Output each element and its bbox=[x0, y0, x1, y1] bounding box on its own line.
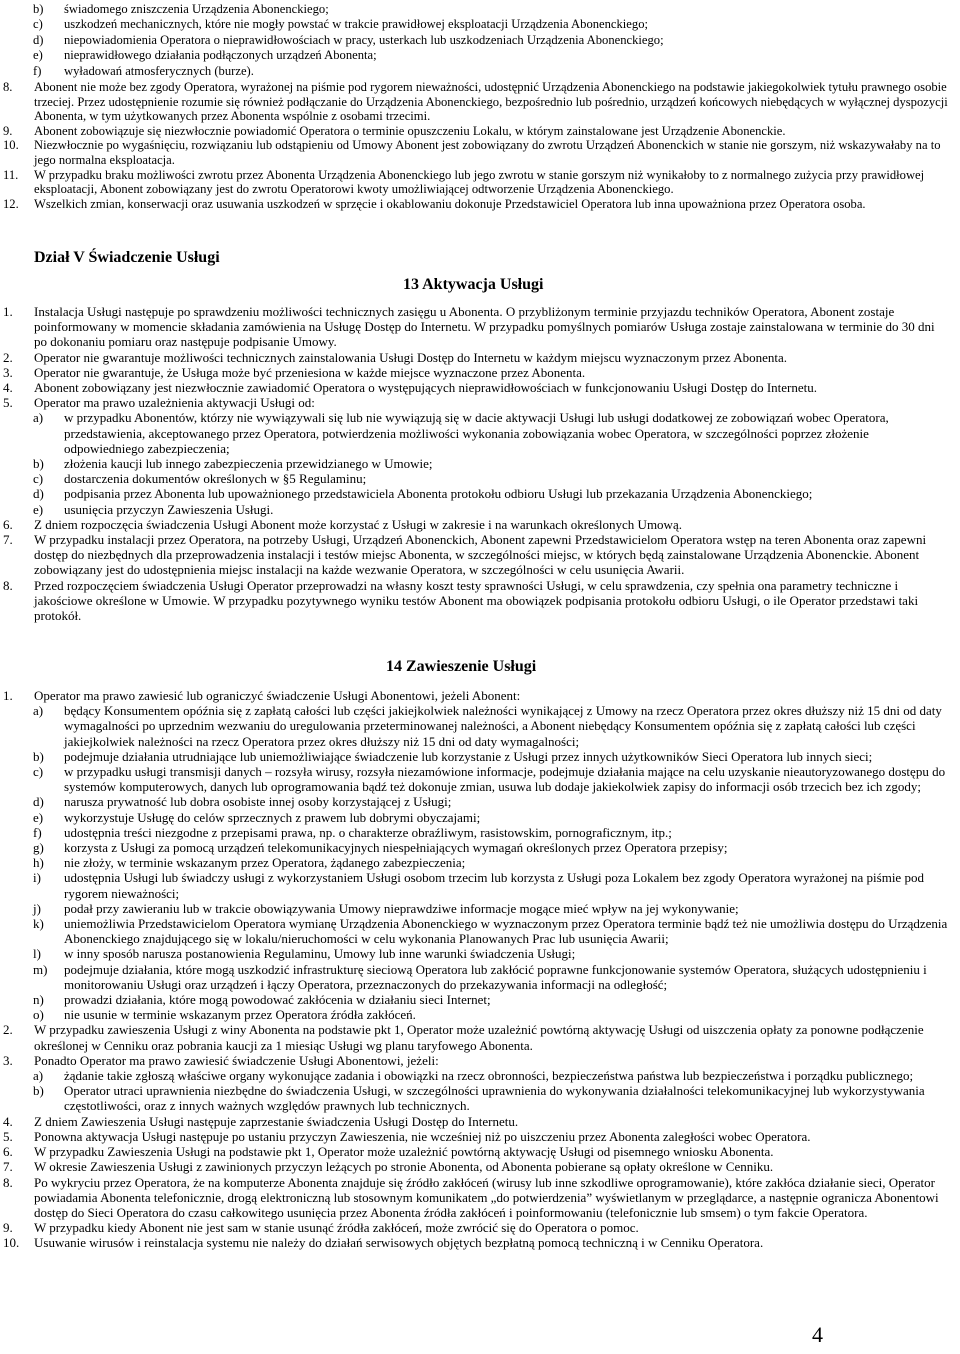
s14-list bbox=[0, 688, 960, 1251]
list-item bbox=[0, 380, 960, 395]
list-item bbox=[0, 168, 960, 197]
item-text: Niezwłocznie po wygaśnięciu, rozwiązaniu lub odstąpieniu od Umowy Abonent jest zobowiązany do zwrotu Urządzeń Abonenckich w stanie nie gorszym, niż wskazywałaby na to jego normalna eksploatacja. bbox=[34, 138, 941, 167]
item-text: Z dniem Zawieszenia Usługi następuje zaprzestanie świadczenia Usługi Dostęp do Internetu. bbox=[34, 1113, 519, 1129]
item-label: 1. bbox=[3, 304, 13, 319]
item-text: w przypadku usługi transmisji danych – rozsyła wirusy, rozsyła niezamówione informacje, podejmuje działania mające na celu uzyskanie nieautoryzowanego dostępu do systemów komputerowych, danych lub oprogramowania bądź też dokonuje zmian, usuwa lub dodaje jakiekolwiek zapisy do informacji osób trzecich bez ich zgody; bbox=[64, 764, 946, 795]
item-label: 11. bbox=[3, 167, 19, 182]
s13-list bbox=[0, 304, 960, 623]
list-item bbox=[0, 33, 960, 48]
list-item bbox=[0, 138, 960, 167]
s13-title: 13 Aktywacja Usługi bbox=[403, 276, 544, 293]
item-text: usunięcia przyczyn Zawieszenia Usługi. bbox=[64, 501, 274, 517]
item-label: 1. bbox=[3, 688, 13, 703]
item-text: nieprawidłowego działania podłączonych urządzeń Abonenta; bbox=[64, 48, 377, 63]
item-label: 8. bbox=[3, 80, 13, 94]
list-item bbox=[0, 197, 960, 212]
item-label: 7. bbox=[3, 532, 13, 548]
item-label: 8. bbox=[3, 1174, 13, 1190]
list-item bbox=[0, 2, 960, 17]
item-label: e) bbox=[33, 501, 44, 517]
item-text: Usuwanie wirusów i reinstalacja systemu nie należy do działań serwisowych objętych bezpłatną pomocą techniczną i w Cenniku Operatora. bbox=[34, 1235, 764, 1251]
sub-item bbox=[0, 749, 960, 764]
item-label: 5. bbox=[3, 395, 13, 411]
item-label: m) bbox=[33, 961, 48, 977]
item-text: niepowiadomienia Operatora o nieprawidłowościach w pracy, usterkach lub uszkodzeniach Urządzenia Abonenckiego; bbox=[64, 32, 664, 47]
sub-item bbox=[0, 992, 960, 1007]
item-text: Abonent zobowiązany jest niezwłocznie zawiadomić Operatora o występujących nieprawidłowościach w funkcjonowaniu Usługi Dostęp do Internetu. bbox=[34, 380, 818, 396]
item-text: W przypadku Zawieszenia Usługi na podstawie pkt 1, Operator może uzależnić powtórną aktywację Usługi od pisemnego wniosku Abonenta. bbox=[34, 1144, 774, 1160]
sub-item bbox=[0, 486, 960, 501]
item-text: Operator ma prawo zawiesić lub ograniczyć świadczenie Usługi Abonentowi, jeżeli Abonent: bbox=[34, 688, 521, 703]
list-item bbox=[0, 578, 960, 624]
item-text: podał przy zawieraniu lub w trakcie obowiązywania Umowy nieprawdziwe informacje mogące mieć wpływ na jej wykonywanie; bbox=[64, 900, 739, 916]
list-item bbox=[0, 688, 960, 703]
sub-item bbox=[0, 840, 960, 855]
list-item bbox=[0, 1114, 960, 1129]
item-label: n) bbox=[33, 992, 44, 1008]
item-text: Po wykryciu przez Operatora, że na komputerze Abonenta znajduje się źródło zakłóceń (wirusy lub inne szkodliwe oprogramowanie), które zakłóca działanie sieci, Operator powiadamia Abonenta telefonicznie, drogą elektroniczną lub stosownym komunikatem „do potwierdzenia” wyświetlanym w przeglądarce, a następnie ogranicza Abonentowi dostęp do Sieci Operatora do czasu całkowitego usunięcia przez Abonenta źródła zakłóceń i poinformowaniu (telefonicznie lub smsem) o tym fakcie Operatora. bbox=[34, 1174, 939, 1220]
sub-item bbox=[0, 794, 960, 809]
item-text: wykorzystuje Usługę do celów sprzecznych z prawem lub dobrymi obyczajami; bbox=[64, 809, 481, 825]
list-item bbox=[0, 80, 960, 124]
item-text: w przypadku Abonentów, którzy nie wywiązywali się lub nie wywiązują się w dacie aktywacji Usługi lub usługi dodatkowej ze zobowiązań wobec Operatora, przedstawienia, akceptowanego przez Operatora, potwierdzenia możliwości wykonania zobowiązania wobec Operatora, w szczególności poprzez złożenie odpowiedniego zabezpieczenia; bbox=[64, 410, 889, 456]
item-text: Abonent zobowiązuje się niezwłocznie powiadomić Operatora o terminie opuszczeniu Lokalu, w którym zainstalowane jest Urządzenie Abonenckie. bbox=[34, 123, 786, 138]
sub-item bbox=[0, 870, 960, 900]
s14-title: 14 Zawieszenie Usługi bbox=[386, 658, 537, 675]
item-label: d) bbox=[33, 32, 44, 47]
item-label: c) bbox=[33, 764, 44, 780]
item-label: b) bbox=[33, 2, 44, 16]
item-text: uniemożliwia Przedstawicielom Operatora wymianę Urządzenia Abonenckiego w wyznaczonym przez Operatora terminie bądź też nie umożliwia dostępu do Urządzenia Abonenckiego znajdującego się w lokalu/nieruchomości w celu wykonania Planowanych Prac lub usunięcia Awarii; bbox=[64, 916, 948, 947]
item-label: g) bbox=[33, 840, 44, 856]
item-text: W przypadku kiedy Abonent nie jest sam w stanie usunąć źródła zakłóceń, może zwrócić się do Operatora o pomoc. bbox=[34, 1220, 639, 1236]
item-text: Abonent nie może bez zgody Operatora, wyrażonej na piśmie pod rygorem nieważności, udostępnić Urządzenia Abonenckiego na podstawie jakiegokolwiek tytułu prawnego osobie trzeciej. Przez udostępnienie rozumie się również podłączanie do Urządzenia Abonenckiego, bezpośrednio lub pośrednio, urządzeń końcowych niebędących w wyłącznej dyspozycji Abonenta, w tym użytkowanych przez Abonenta wspólnie z osobami trzecimi. bbox=[34, 80, 948, 124]
item-text: udostępnia Usługi lub świadczy usługi z wykorzystaniem Usługi osobom trzecim lub korzysta z Usługi poza Lokalem bez zgody Operatora wyrażonej na piśmie pod rygorem nieważności; bbox=[64, 870, 924, 901]
item-text: wyładowań atmosferycznych (burze). bbox=[64, 63, 254, 78]
item-label: d) bbox=[33, 794, 44, 810]
sub-item bbox=[0, 946, 960, 961]
item-label: 3. bbox=[3, 1052, 13, 1068]
list-item bbox=[0, 365, 960, 380]
item-label: 2. bbox=[3, 349, 13, 365]
item-label: o) bbox=[33, 1007, 44, 1023]
sub-item bbox=[0, 1068, 960, 1083]
sub-item bbox=[0, 471, 960, 486]
item-text: w inny sposób narusza postanowienia Regulaminu, Umowy lub inne warunki świadczenia Usługi; bbox=[64, 946, 576, 962]
list-item bbox=[0, 1159, 960, 1174]
item-label: 8. bbox=[3, 577, 13, 593]
sub-item bbox=[0, 825, 960, 840]
sub-item bbox=[0, 916, 960, 946]
item-label: 3. bbox=[3, 364, 13, 380]
item-label: e) bbox=[33, 48, 43, 63]
list-item bbox=[0, 304, 960, 350]
list-item bbox=[0, 48, 960, 63]
item-label: 4. bbox=[3, 1113, 13, 1129]
item-label: 10. bbox=[3, 1235, 20, 1251]
item-text: Operator nie gwarantuje, że Usługa może być przeniesiona w każde miejsce wyznaczone przez Abonenta. bbox=[34, 364, 586, 380]
item-text: Operator utraci uprawnienia niezbędne do świadczenia Usługi, w szczególności uprawnienia do wykonywania działalności telekomunikacyjnej lub wykorzystywania częstotliwości, oraz z innych ważnych względów prawnych lub technicznych. bbox=[64, 1083, 925, 1114]
item-label: 6. bbox=[3, 516, 13, 532]
item-label: b) bbox=[33, 748, 44, 764]
item-text: Operator nie gwarantuje możliwości technicznych zainstalowania Usługi Dostęp do Internetu w każdym miejscu wyznaczonym przez Abonenta. bbox=[34, 349, 788, 365]
item-text: W przypadku braku możliwości zwrotu przez Abonenta Urządzenia Abonenckiego lub jego zwrotu w stanie gorszym niż wynikałoby to z normalnego zużycia przy prawidłowej eksploatacji, Abonent zobowiązany jest do zwrotu Operatorowi kwoty umożliwiającej odtworzenie Urządzenia Abonenckiego. bbox=[34, 167, 925, 197]
item-label: 4. bbox=[3, 380, 13, 396]
item-text: podejmuje działania, które mogą uszkodzić infrastrukturę sieciową Operatora lub zakłócić poprawne funkcjonowanie systemów Operatora, służących udostępnieniu i monitorowaniu Usługi oraz urządzeń i łączy Operatora, przeznaczonych do przekazywania informacji na odległość; bbox=[64, 961, 927, 992]
intro-list bbox=[0, 2, 960, 79]
item-label: c) bbox=[33, 17, 43, 32]
page-number: 4 bbox=[812, 1322, 823, 1347]
item-label: 10. bbox=[3, 138, 19, 153]
sub-item bbox=[0, 901, 960, 916]
list-item bbox=[0, 1129, 960, 1144]
item-label: j) bbox=[33, 900, 41, 916]
item-label: 12. bbox=[3, 196, 19, 211]
list-item bbox=[0, 1220, 960, 1235]
list-item bbox=[0, 1022, 960, 1052]
sub-item bbox=[0, 456, 960, 471]
item-label: f) bbox=[33, 824, 42, 840]
list-item bbox=[0, 64, 960, 79]
item-text: Wszelkich zmian, konserwacji oraz usuwania uszkodzeń w sprzęcie i okablowaniu dokonuje Przedstawiciel Operatora lub inna upoważniona przez Operatora osoba. bbox=[34, 196, 866, 211]
list-item bbox=[0, 395, 960, 410]
item-label: b) bbox=[33, 456, 44, 472]
list-item bbox=[0, 1235, 960, 1250]
item-label: 9. bbox=[3, 123, 13, 138]
item-text: uszkodzeń mechanicznych, które nie mogły powstać w trakcie prawidłowej eksploatacji Urządzenia Abonenckiego; bbox=[64, 17, 648, 32]
list-item bbox=[0, 1175, 960, 1221]
item-text: świadomego zniszczenia Urządzenia Abonenckiego; bbox=[64, 2, 329, 16]
item-label: i) bbox=[33, 870, 41, 886]
sub-item bbox=[0, 810, 960, 825]
item-label: 6. bbox=[3, 1144, 13, 1160]
item-label: 7. bbox=[3, 1159, 13, 1175]
sub-item bbox=[0, 410, 960, 456]
item-text: udostępnia treści niezgodne z przepisami prawa, np. o charakterze obraźliwym, rasistowskim, pornograficznym, itp.; bbox=[64, 824, 672, 840]
list-item bbox=[0, 1144, 960, 1159]
list-item bbox=[0, 17, 960, 32]
sub-item bbox=[0, 962, 960, 992]
item-label: a) bbox=[33, 703, 44, 719]
item-text: dostarczenia dokumentów określonych w §5 Regulaminu; bbox=[64, 471, 367, 487]
item-text: Instalacja Usługi następuje po sprawdzeniu możliwości technicznych zasięgu u Abonenta. O przybliżonym terminie przyjazdu techników Operatora, Abonent zostaje poinformowany w momencie składania zamówienia na Usługę Dostęp do Internetu. W przypadku pomyślnych pomiarów Usługa zostaje zainstalowana w terminie do 30 dni po dokonaniu pomiaru oraz następuje podpisanie Umowy. bbox=[34, 304, 935, 350]
item-text: korzysta z Usługi za pomocą urządzeń telekomunikacyjnych niespełniających wymagań określonych przez Operatora przepisy; bbox=[64, 840, 728, 856]
item-text: podejmuje działania utrudniające lub uniemożliwiające świadczenie lub korzystanie z Usługi przez innych użytkowników Sieci Operatora lub innych sieci; bbox=[64, 748, 873, 764]
item-text: prowadzi działania, które mogą powodować zakłócenia w działaniu sieci Internet; bbox=[64, 992, 491, 1008]
list-item bbox=[0, 517, 960, 532]
item-text: żądanie takie zgłoszą właściwe organy wykonujące zadania i obowiązki na rzecz obronności, bezpieczeństwa państwa lub bezpieczeństwa i porządku publicznego; bbox=[64, 1068, 914, 1084]
list-item bbox=[0, 124, 960, 139]
item-label: c) bbox=[33, 471, 44, 487]
item-text: nie usunie w terminie wskazanym przez Operatora źródła zakłóceń. bbox=[64, 1007, 416, 1023]
item-label: a) bbox=[33, 1068, 44, 1084]
sub-item bbox=[0, 502, 960, 517]
item-text: złożenia kaucji lub innego zabezpieczenia przewidzianego w Umowie; bbox=[64, 456, 433, 472]
item-label: d) bbox=[33, 486, 44, 502]
item-label: e) bbox=[33, 809, 44, 825]
item-label: 9. bbox=[3, 1220, 13, 1236]
item-label: l) bbox=[33, 946, 41, 962]
item-text: Z dniem rozpoczęcia świadczenia Usługi Abonent może korzystać z Usługi w zakresie i na warunkach określonych Umową. bbox=[34, 516, 682, 532]
list-item bbox=[0, 350, 960, 365]
sub-item bbox=[0, 855, 960, 870]
item-text: W przypadku zawieszenia Usługi z winy Abonenta na podstawie pkt 1, Operator może uzależnić powtórną aktywację Usługi od uiszczenia opłaty za ponowne podłączenie określonej w Cenniku oraz pobrania kaucji za 1 miesiąc Usługi wg planu taryfowego Abonenta. bbox=[34, 1022, 924, 1053]
item-text: Operator ma prawo uzależnienia aktywacji Usługi od: bbox=[34, 395, 315, 411]
item-label: k) bbox=[33, 916, 44, 932]
item-label: a) bbox=[33, 410, 44, 426]
item-text: nie złoży, w terminie wskazanym przez Operatora, żądanego zabezpieczenia; bbox=[64, 855, 466, 871]
sub-item bbox=[0, 1083, 960, 1113]
section-title: Dział V Świadczenie Usługi bbox=[34, 249, 220, 266]
item-label: b) bbox=[33, 1083, 44, 1099]
item-text: Przed rozpoczęciem świadczenia Usługi Operator przeprowadzi na własny koszt testy sprawności Usługi, w celu sprawdzenia, czy spełnia ona parametry techniczne i jakościowe określone w Umowie. W przypadku pozytywnego wyniku testów Abonent ma obowiązek podpisania protokołu odbioru Usługi, o ile Operator przedstawi taki protokół. bbox=[34, 577, 919, 624]
item-text: narusza prywatność lub dobra osobiste innej osoby korzystającej z Usługi; bbox=[64, 794, 452, 810]
item-label: f) bbox=[33, 63, 42, 78]
numbered-list-upper bbox=[0, 80, 960, 211]
item-text: będący Konsumentem opóźnia się z zapłatą całości lub części jakiejkolwiek należności wynikającej z Umowy na rzecz Operatora przez okres dłuższy niż 15 dni od daty wymagalności po uprzednim wezwaniu do uregulowania przeterminowanej należności, a Abonent niebędący Konsumentem opóźnia się z zapłatą całości lub części jakiejkolwiek należności na rzecz Operatora przez okres dłuższy niż 15 dni od daty wymagalności; bbox=[64, 703, 942, 749]
item-label: 2. bbox=[3, 1022, 13, 1038]
list-item bbox=[0, 1053, 960, 1068]
item-text: podpisania przez Abonenta lub upoważnionego przedstawiciela Abonenta protokołu odbioru Usługi lub przekazania Urządzenia Abonenckiego; bbox=[64, 486, 813, 502]
item-text: W przypadku instalacji przez Operatora, na potrzeby Usługi, Urządzeń Abonenckich, Abonent zapewni Przedstawicielom Operatora wstęp na teren Abonenta oraz zapewni dostęp do niezbędnych dla przeprowadzenia instalacji i testów miejsc Abonenta, w szczególności miejsc, w których będą zainstalowane Urządzenia Abonenckie. Abonent zobowiązany jest do udostępnienia miejsc instalacji na każde wezwanie Operatora, w szczególności w celu usunięcia Awarii. bbox=[34, 532, 927, 578]
item-text: Ponadto Operator ma prawo zawiesić świadczenie Usługi Abonentowi, jeżeli: bbox=[34, 1052, 439, 1068]
list-item bbox=[0, 532, 960, 578]
sub-item bbox=[0, 764, 960, 794]
item-label: 5. bbox=[3, 1128, 13, 1144]
sub-item bbox=[0, 1007, 960, 1022]
item-label: h) bbox=[33, 855, 44, 871]
sub-item bbox=[0, 703, 960, 749]
item-text: W okresie Zawieszenia Usługi z zawinionych przyczyn leżących po stronie Abonenta, od Abonenta pobierane są opłaty określone w Cenniku. bbox=[34, 1159, 774, 1175]
item-text: Ponowna aktywacja Usługi następuje po ustaniu przyczyn Zawieszenia, nie wcześniej niż po uiszczeniu przez Abonenta zaległości wobec Operatora. bbox=[34, 1128, 811, 1144]
